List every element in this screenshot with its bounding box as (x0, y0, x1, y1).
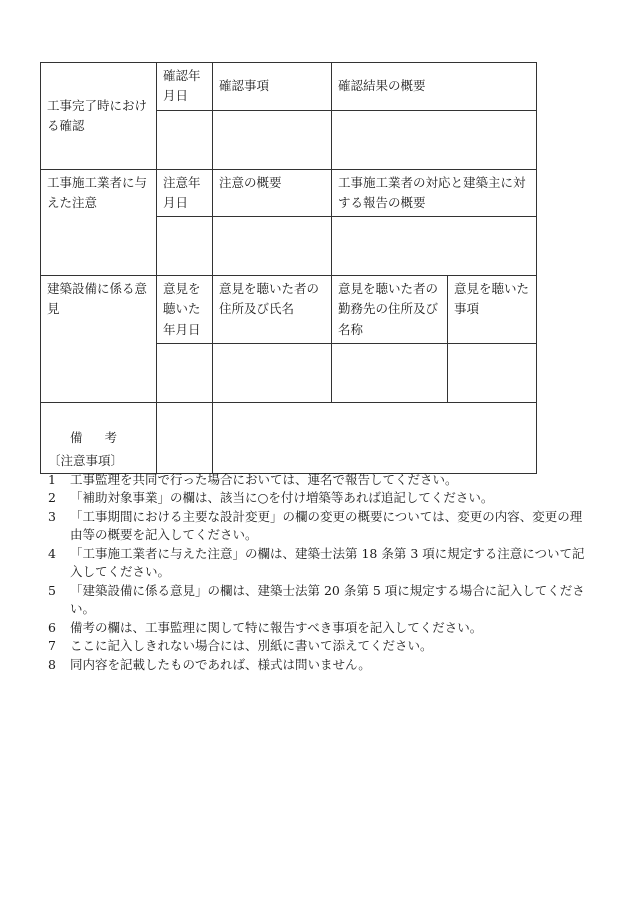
contractor-caution-label: 工事施工業者に与えた注意 (41, 169, 157, 276)
contractor-caution-summary-header: 注意の概要 (213, 169, 332, 217)
completion-check-date-header: 確認年月日 (157, 63, 213, 111)
report-form-table (40, 62, 537, 474)
contractor-caution-date-cell[interactable] (157, 217, 213, 276)
contractor-caution-date-header: 注意年月日 (157, 169, 213, 217)
note-item (48, 508, 588, 545)
note-number: 2 (48, 490, 56, 505)
note-item (48, 619, 588, 638)
completion-check-result-cell[interactable] (332, 110, 537, 169)
contractor-caution-summary-cell[interactable] (213, 217, 332, 276)
equipment-opinion-date-header: 意見を聴いた年月日 (157, 276, 213, 344)
equipment-opinion-matter-header: 意見を聴いた事項 (448, 276, 537, 344)
note-item (48, 471, 588, 490)
note-item (48, 582, 588, 619)
note-number: 5 (48, 582, 56, 598)
equipment-opinion-date-cell[interactable] (157, 343, 213, 402)
equipment-opinion-label: 建築設備に係る意見 (41, 276, 157, 403)
completion-check-item-cell[interactable] (213, 110, 332, 169)
note-text: 「補助対象事業」の欄は、該当に○を付け増築等あれば追記してください。 (70, 490, 494, 505)
equipment-opinion-office-cell[interactable] (332, 343, 448, 402)
note-number: 7 (48, 638, 56, 653)
note-text: 「工事期間における主要な設計変更」の欄の変更の概要については、変更の内容、変更の理由等の概要を記入してください。 (70, 508, 583, 542)
remarks-label: 備考 (41, 402, 157, 473)
equipment-opinion-office-header: 意見を聴いた者の勤務先の住所及び名称 (332, 276, 448, 344)
equipment-opinion-matter-cell[interactable] (448, 343, 537, 402)
note-number: 4 (48, 545, 56, 561)
equipment-opinion-person-header: 意見を聴いた者の住所及び氏名 (213, 276, 332, 344)
note-number: 3 (48, 508, 56, 524)
note-text: 備考の欄は、工事監理に関して特に報告すべき事項を記入してください。 (70, 619, 483, 635)
note-number: 6 (48, 619, 56, 635)
note-text: 「工事施工業者に与えた注意」の欄は、建築士法第 18 条第 3 項に規定する注意について記入してください。 (70, 545, 585, 579)
contractor-caution-response-cell[interactable] (332, 217, 537, 276)
equipment-opinion-person-cell[interactable] (213, 343, 332, 402)
note-text: ここに記入しきれない場合には、別紙に書いて添えてください。 (70, 638, 433, 653)
note-item (48, 489, 588, 508)
note-item (48, 637, 588, 656)
completion-check-result-header: 確認結果の概要 (332, 63, 537, 111)
note-item (48, 545, 588, 582)
completion-check-date-cell[interactable] (157, 110, 213, 169)
note-text: 「建築設備に係る意見」の欄は、建築士法第 20 条第 5 項に規定する場合に記入してください。 (70, 582, 585, 616)
contractor-caution-response-header: 工事施工業者の対応と建築主に対する報告の概要 (332, 169, 537, 217)
note-number: 8 (48, 656, 56, 672)
completion-check-item-header: 確認事項 (213, 63, 332, 111)
note-item (48, 656, 588, 675)
note-text: 工事監理を共同で行った場合においては、連名で報告してください。 (70, 471, 458, 487)
note-number: 1 (48, 471, 56, 487)
note-text: 同内容を記載したものであれば、様式は問いません。 (70, 656, 371, 672)
notes-heading: 〔注意事項〕 (48, 453, 124, 468)
completion-check-label: 工事完了時における確認 (41, 63, 157, 170)
notes-section (48, 452, 588, 674)
